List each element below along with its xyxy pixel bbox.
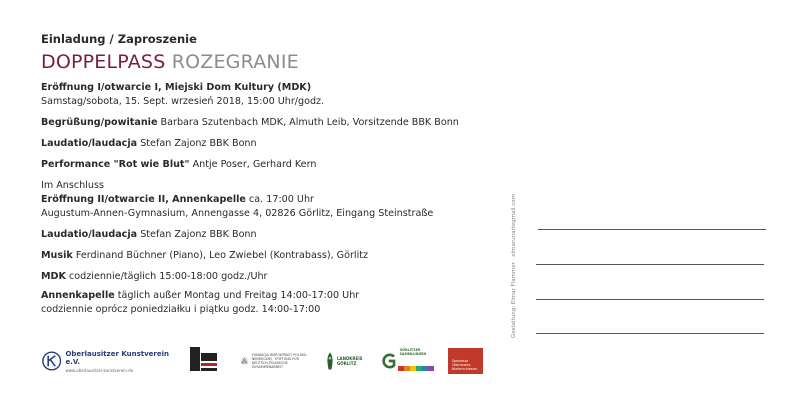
- title-german: DOPPELPASS: [41, 51, 166, 73]
- design-credit: Gestaltung: Elmar Flammer · elmarunartegmail.com: [511, 193, 517, 338]
- annen-hours: täglich außer Montag und Freitag 14:00-17:00 Uhr: [117, 290, 360, 301]
- address-line-2: [536, 264, 764, 265]
- kulturraum-emblem-icon: [188, 345, 220, 373]
- invitation-kicker: Einladung / Zaproszenie: [41, 32, 197, 46]
- laudatio2-label: Laudatio/laudacja: [41, 229, 138, 240]
- music-label: Musik: [41, 250, 73, 261]
- laudatio1-text: Stefan Zajonz BBK Bonn: [140, 138, 257, 149]
- opening2-time: ca. 17:00 Uhr: [248, 194, 314, 205]
- goerlitzer-sammlungen-logo: [380, 345, 442, 377]
- mdk-hours-line: [41, 270, 501, 284]
- greeting-text: Barbara Szutenbach MDK, Almuth Leib, Vorsitzende BBK Bonn: [160, 117, 459, 128]
- greeting-line: [41, 116, 501, 130]
- laudatio1-label: Laudatio/laudacja: [41, 138, 138, 149]
- stiftung-emblem-icon: [240, 348, 249, 374]
- opening1-heading: Eröffnung I/otwarcie I, Miejski Dom Kultury (MDK): [41, 82, 312, 93]
- music-text: Ferdinand Büchner (Piano), Leo Zwiebel (Kontrabass), Görlitz: [75, 250, 369, 261]
- stiftung-logo: [240, 345, 310, 377]
- kunstverein-emblem-icon: [42, 350, 61, 372]
- exhibition-title: [41, 51, 501, 73]
- opening1-date: Samstag/sobota, 15. Sept. wrzesień 2018, 15:00 Uhr/godz.: [41, 96, 325, 107]
- performance-text: Antje Poser, Gerhard Kern: [192, 159, 317, 170]
- laudatio1-line: [41, 137, 501, 151]
- mdk-hours: codziennie/täglich 15:00-18:00 godz./Uhr: [69, 271, 268, 282]
- opening2-line: [41, 193, 501, 207]
- mdk-label: MDK: [41, 271, 66, 282]
- address-line-4: [536, 333, 764, 334]
- performance-label: Performance "Rot wie Blut": [41, 159, 190, 170]
- annen-hours-polish: codziennie oprócz poniedziałku i piątku godz. 14:00-17:00: [41, 304, 321, 315]
- kunstverein-name: Oberlausitzer Kunstverein e.V.: [65, 349, 170, 366]
- opening2-address: Augustum-Annen-Gymnasium, Annengasse 4, 02826 Görlitz, Eingang Steinstraße: [41, 208, 434, 219]
- oberlausitzer-kunstverein-logo: [42, 345, 172, 377]
- annen-label: Annenkapelle: [41, 290, 115, 301]
- landkreis-goerlitz-logo: [325, 345, 370, 377]
- greeting-label: Begrüßung/powitanie: [41, 117, 158, 128]
- title-polish: ROZEGRANIE: [171, 51, 299, 73]
- laudatio2-text: Stefan Zajonz BBK Bonn: [140, 229, 257, 240]
- opening2-label: Eröffnung II/otwarcie II, Annenkapelle: [41, 194, 246, 205]
- sammlungen-g-icon: [380, 350, 398, 372]
- music-line: [41, 249, 501, 263]
- kulturraum-logo: [188, 345, 220, 377]
- address-line-1: [538, 229, 766, 230]
- address-line-3: [536, 299, 764, 300]
- performance-line: [41, 158, 501, 172]
- landkreis-tree-icon: [325, 347, 335, 375]
- annen-hours-line: [41, 289, 501, 303]
- invitation-text: [41, 32, 501, 317]
- landkreis-text: LANDKREIS GÖRLITZ: [336, 356, 363, 366]
- afterwards-text: Im Anschluss: [41, 180, 104, 191]
- stiftung-text: FUNDACJA WSPÓŁPRACY POLSKO-NIEMIECKIEJ · STIFTUNG FÜR DEUTSCH-POLNISCHE ZUSAMMENARBEIT: [251, 352, 308, 370]
- sammlungen-text: GÖRLITZER SAMMLUNGEN: [399, 347, 427, 356]
- kunstverein-url: www.oberlausitzer-kunstverein.de: [65, 367, 134, 373]
- sparkasse-logo: [448, 348, 483, 374]
- sammlungen-color-bar-icon: [398, 366, 434, 371]
- laudatio2-line: [41, 228, 501, 242]
- sparkasse-text: Sparkasse Oberlausitz-Niederschlesien: [452, 359, 478, 371]
